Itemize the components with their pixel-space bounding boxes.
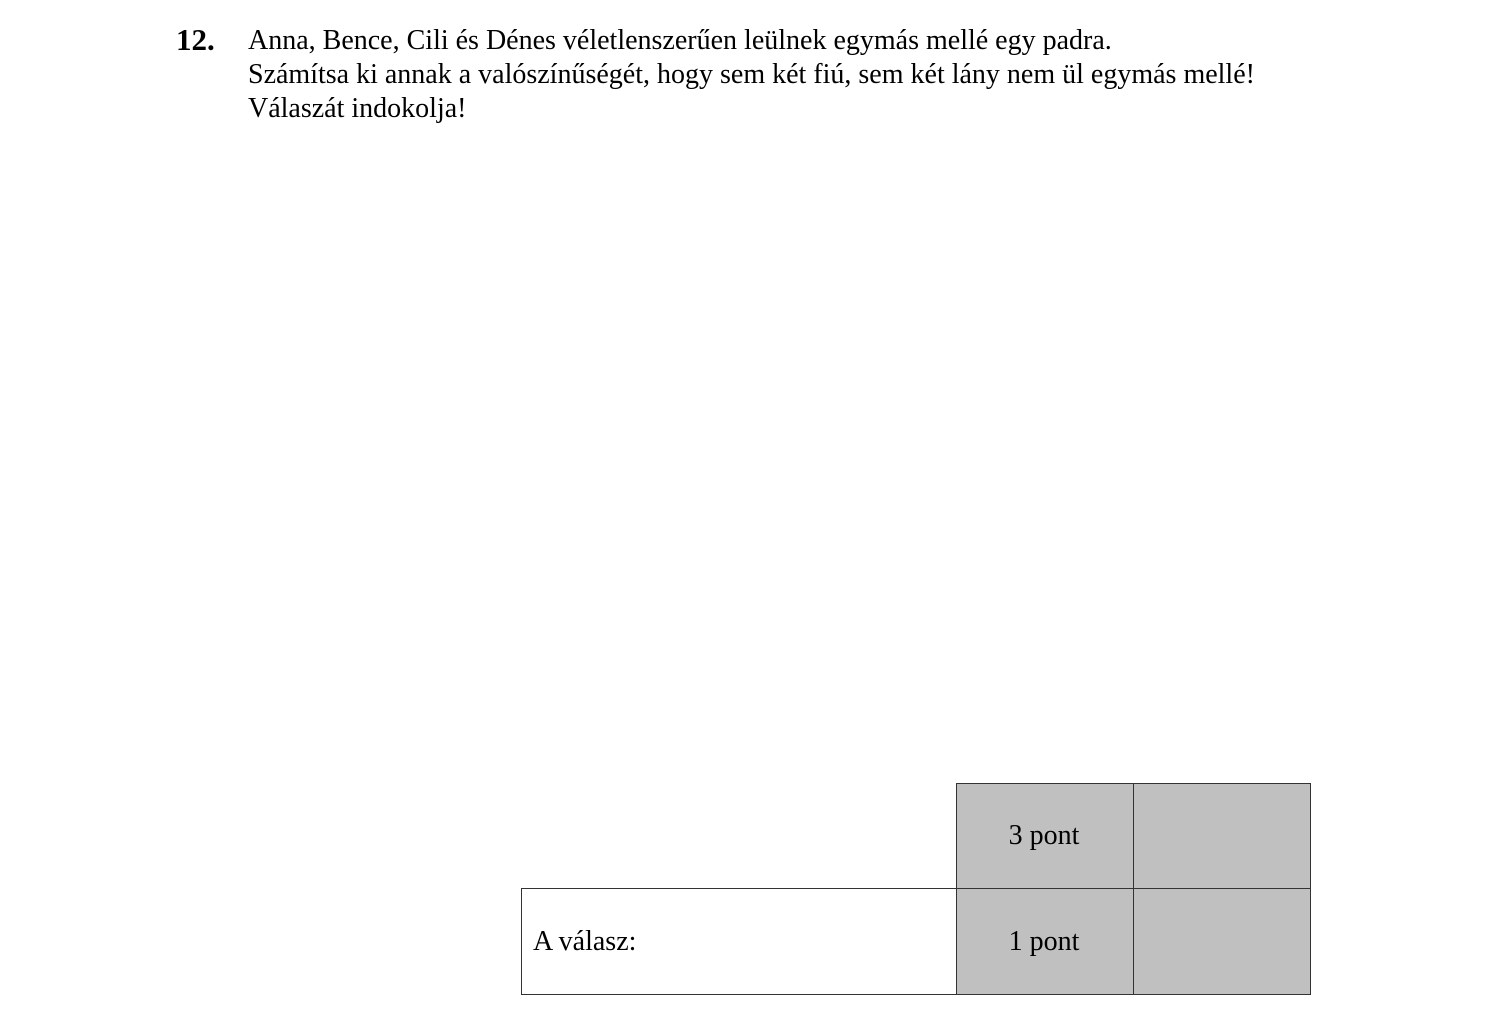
task-line-2: Számítsa ki annak a valószínűségét, hogy sem két fiú, sem két lány nem ül egymás mellé! [248, 59, 1255, 90]
task-number: 12. [176, 22, 215, 57]
score-entry-cell-1 [1133, 783, 1311, 889]
score-table [521, 783, 1311, 995]
points-cell-3: 3 pont [956, 783, 1134, 889]
task-statement [248, 24, 1255, 126]
task-line-3: Válaszát indokolja! [248, 93, 467, 124]
answer-label-cell: A válasz: [521, 888, 957, 995]
score-entry-cell-2 [1133, 888, 1311, 995]
points-cell-1: 1 pont [956, 888, 1134, 995]
task-line-1: Anna, Bence, Cili és Dénes véletlenszerűen leülnek egymás mellé egy padra. [248, 25, 1112, 56]
